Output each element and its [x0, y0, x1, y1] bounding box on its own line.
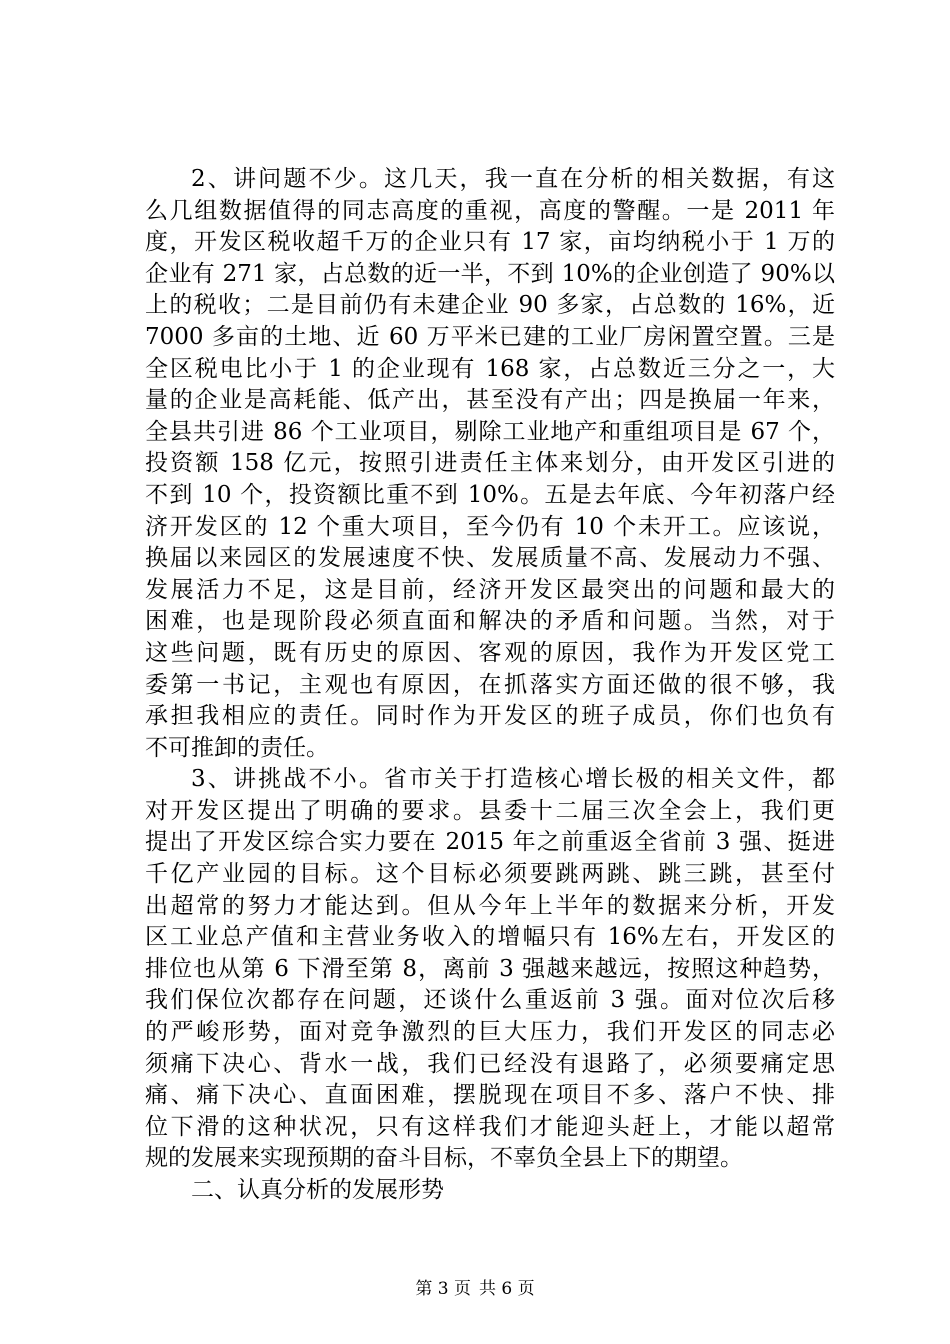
page-footer — [0, 1278, 950, 1300]
text-line: 不到 10 个，投资额比重不到 10%。五是去年底、今年初落户经 — [145, 481, 835, 508]
text-line: 上的税收；二是目前仍有未建企业 90 多家，占总数的 16%，近 — [145, 292, 835, 319]
text-line: 对开发区提出了明确的要求。县委十二届三次全会上，我们更 — [145, 797, 835, 824]
text-line: 投资额 158 亿元，按照引进责任主体来划分，由开发区引进的 — [145, 450, 835, 477]
text-line: 量的企业是高耗能、低产出，甚至没有产出；四是换届一年来， — [145, 387, 835, 414]
text-line: 的严峻形势，面对竞争激烈的巨大压力，我们开发区的同志必 — [145, 1019, 835, 1046]
text-line: 千亿产业园的目标。这个目标必须要跳两跳、跳三跳，甚至付 — [145, 861, 835, 888]
text-line: 发展活力不足，这是目前，经济开发区最突出的问题和最大的 — [145, 576, 835, 603]
text-line: 全区税电比小于 1 的企业现有 168 家，占总数近三分之一，大 — [145, 355, 835, 382]
text-line: 痛、痛下决心、直面困难，摆脱现在项目不多、落户不快、排 — [145, 1082, 835, 1109]
text-line: 济开发区的 12 个重大项目，至今仍有 10 个未开工。应该说， — [145, 513, 835, 540]
paragraph-problems — [145, 164, 835, 764]
text-line: 么几组数据值得的同志高度的重视，高度的警醒。一是 2011 年 — [145, 197, 835, 224]
text-line: 区工业总产值和主营业务收入的增幅只有 16%左右，开发区的 — [145, 924, 835, 951]
text-line: 提出了开发区综合实力要在 2015 年之前重返全省前 3 强、挺进 — [145, 829, 835, 856]
text-line: 换届以来园区的发展速度不快、发展质量不高、发展动力不强、 — [145, 545, 835, 572]
text-line: 排位也从第 6 下滑至第 8，离前 3 强越来越远，按照这种趋势， — [145, 955, 835, 982]
text-line: 2、讲问题不少。这几天，我一直在分析的相关数据，有这 — [191, 166, 835, 192]
text-line: 规的发展来实现预期的奋斗目标，不辜负全县上下的期望。 — [145, 1145, 743, 1172]
text-line: 委第一书记，主观也有原因，在抓落实方面还做的很不够，我 — [145, 671, 835, 698]
text-line: 位下滑的这种状况，只有这样我们才能迎头赶上，才能以超常 — [145, 1113, 835, 1140]
page-total: 共 6 页 — [479, 1279, 535, 1299]
text-line: 全县共引进 86 个工业项目，剔除工业地产和重组项目是 67 个， — [145, 418, 835, 445]
page-number: 第 3 页 — [415, 1279, 471, 1299]
text-line: 3、讲挑战不小。省市关于打造核心增长极的相关文件，都 — [191, 766, 835, 793]
text-line: 困难，也是现阶段必须直面和解决的矛盾和问题。当然，对于 — [145, 608, 835, 635]
body-text — [145, 164, 835, 1207]
text-line: 我们保位次都存在问题，还谈什么重返前 3 强。面对位次后移 — [145, 987, 835, 1014]
paragraph-challenges — [145, 764, 835, 1175]
text-line: 7000 多亩的土地、近 60 万平米已建的工业厂房闲置空置。三是 — [145, 323, 835, 350]
text-line: 出超常的努力才能达到。但从今年上半年的数据来分析，开发 — [145, 892, 835, 919]
text-line: 企业有 271 家，占总数的近一半，不到 10%的企业创造了 90%以 — [145, 260, 835, 287]
text-line: 须痛下决心、背水一战，我们已经没有退路了，必须要痛定思 — [145, 1050, 835, 1077]
heading-line: 二、认真分析的发展形势 — [191, 1177, 444, 1203]
text-line: 承担我相应的责任。同时作为开发区的班子成员，你们也负有 — [145, 703, 835, 730]
text-line: 不可推卸的责任。 — [145, 734, 329, 761]
text-line: 度，开发区税收超千万的企业只有 17 家，亩均纳税小于 1 万的 — [145, 229, 835, 256]
section-heading — [145, 1175, 835, 1207]
text-line: 这些问题，既有历史的原因、客观的原因，我作为开发区党工 — [145, 639, 835, 666]
